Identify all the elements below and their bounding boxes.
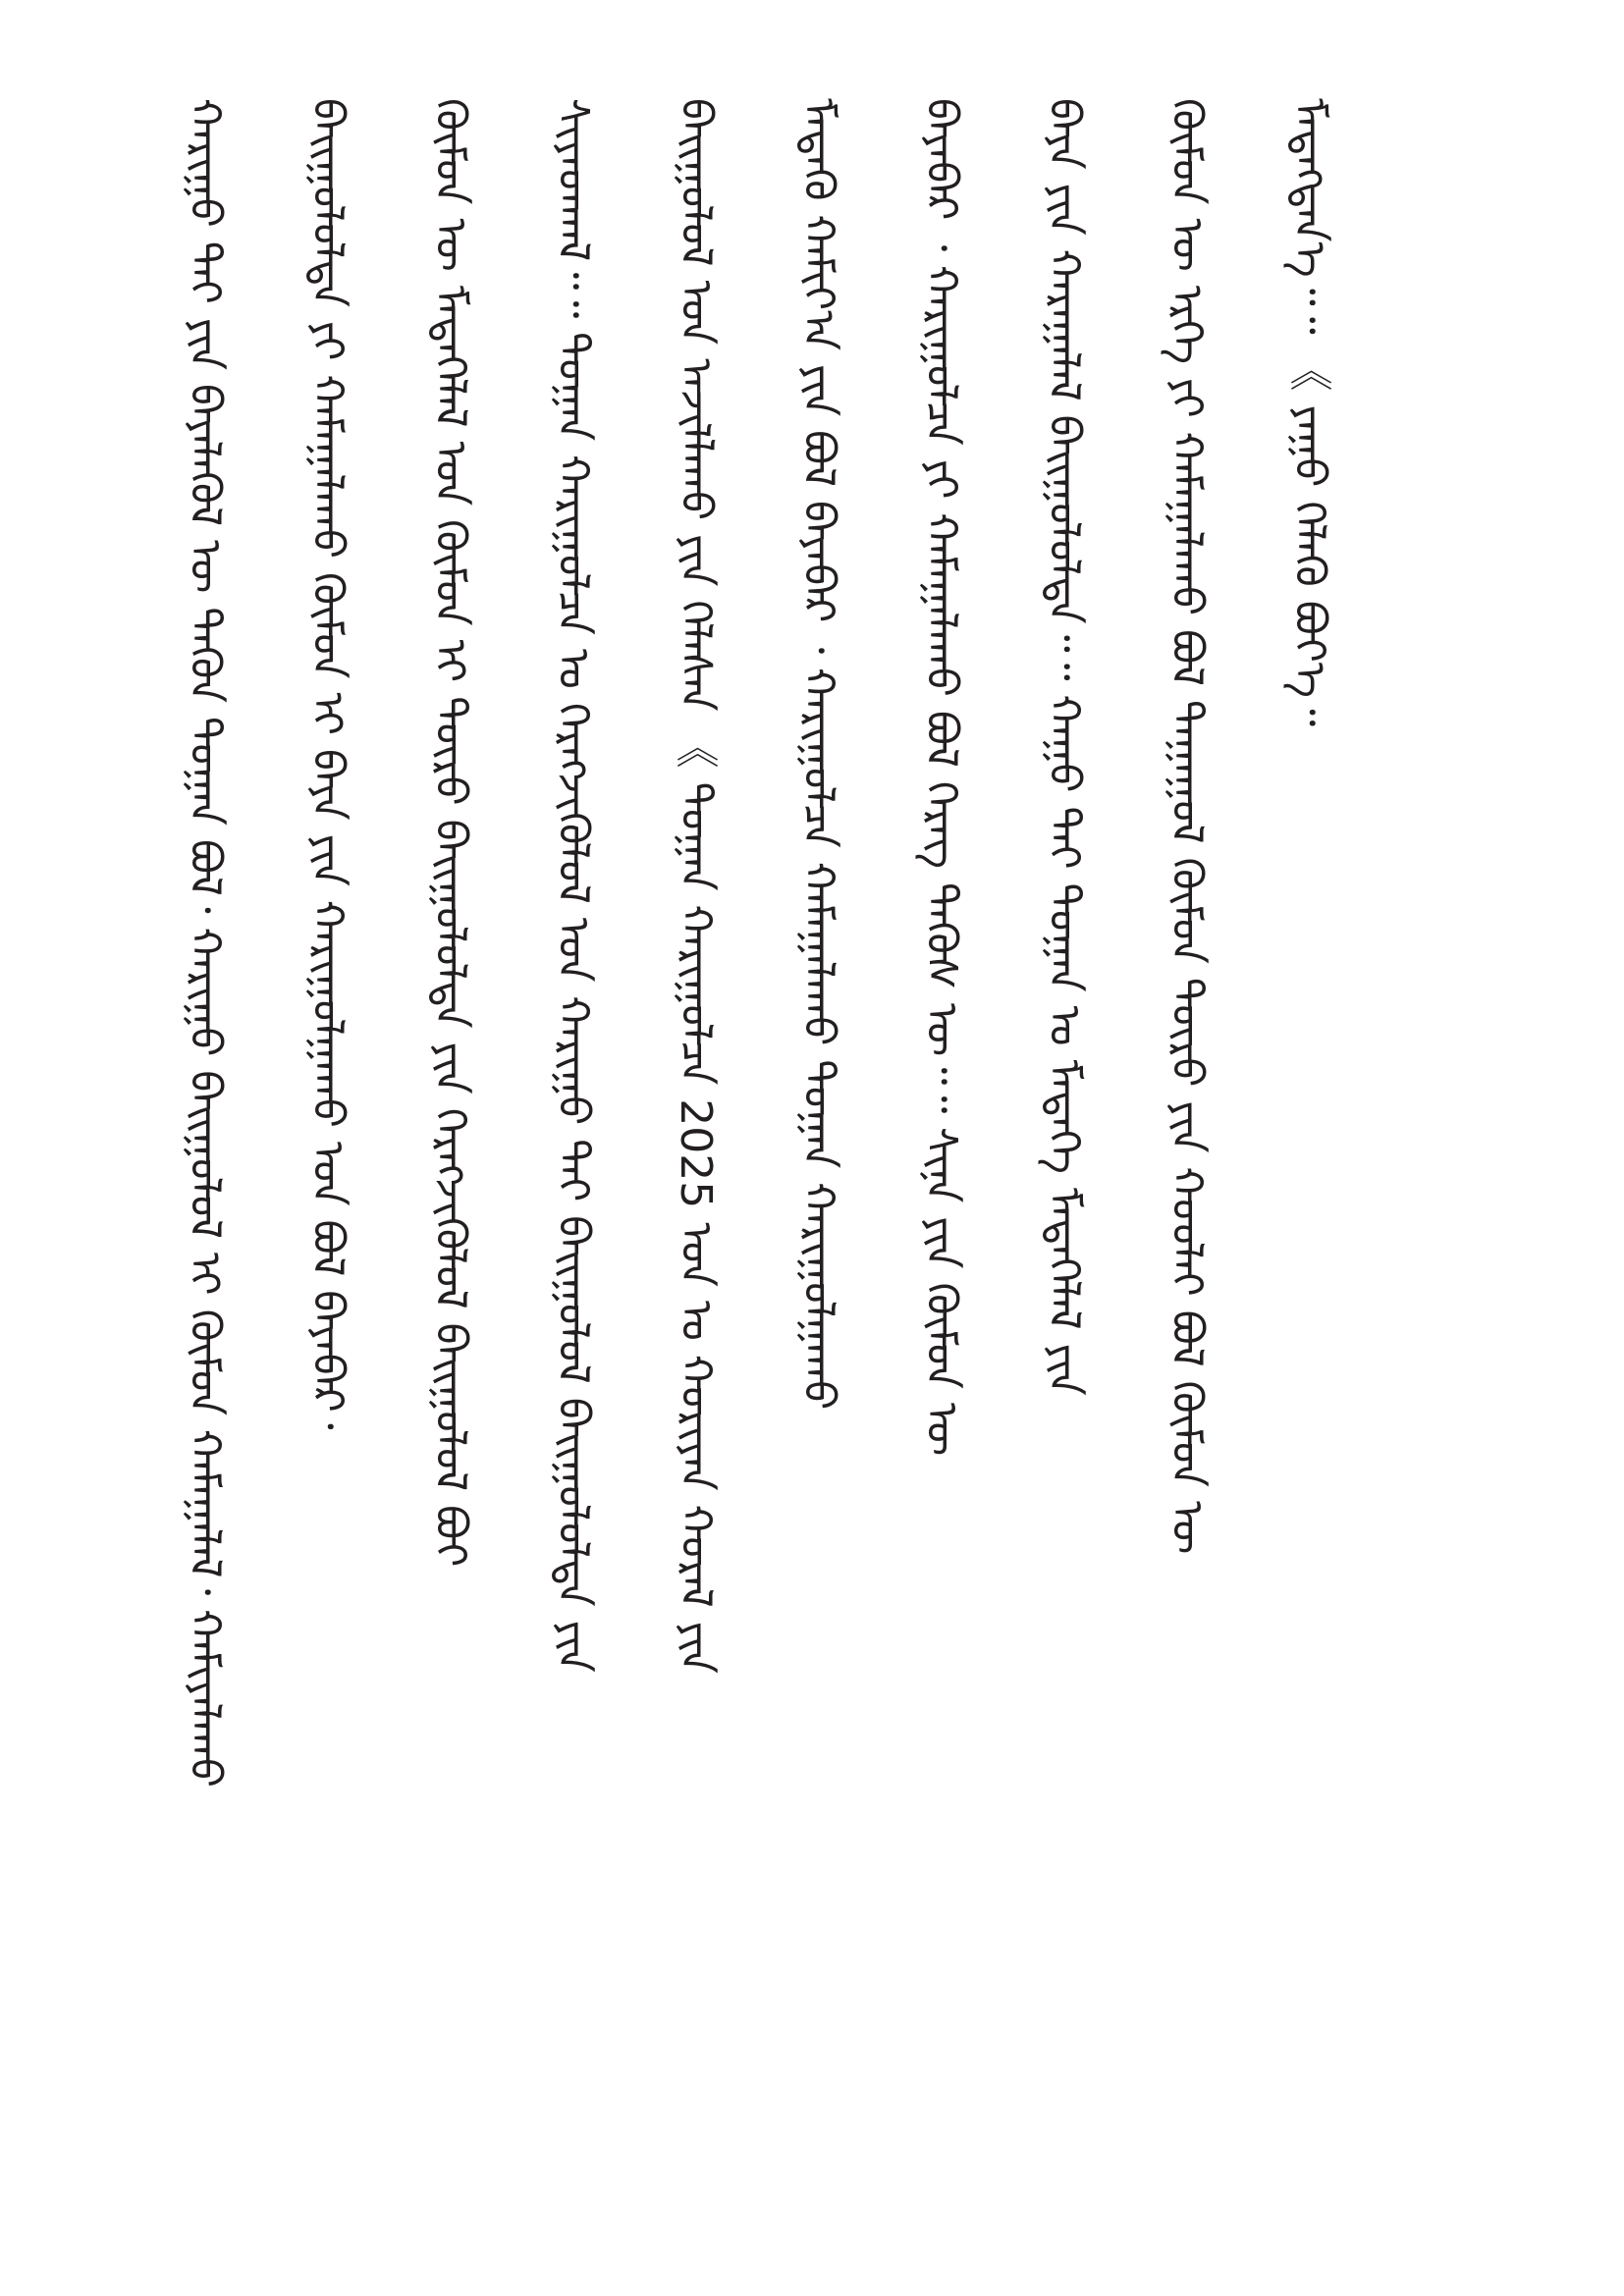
text-column-7: ᠰᠢᠶᠠᠳᠬᠠᠯ᠃᠃ ᠲᠤᠭᠠᠨ ᠬᠠᠷᠢᠭᠤᠯᠴᠠ ᠤ ᠬᠡᠷᠡᠭᠵᠢᠬᠦᠯᠦᠯ ᠤᠨ ᠬᠠᠷᠢᠭᠤ ᠲᠡᠢ ᠪᠠᠢᠭᠤᠯᠤᠯ ᠪᠠᠢᠭᠤᠯᠤᠯᠲᠠ ᠶᠢᠨ (548, 98, 598, 1673)
text-column-2: ᠬᠦᠮᠦᠨ ᠦ ᠡᠷᠬᠡ ᠶᠢ ᠬᠠᠮᠠᠭᠠᠯᠠᠬᠤ ᠪᠤᠯ ᠳᠠᠭᠠᠭᠤᠯ ᠬᠦᠮᠦᠨ ᠲᠦᠷᠦ ᠶᠢᠨ ᠬᠤᠤᠯᠠᠢ ᠪᠤᠯ ᠬᠦᠮᠦᠨ ᠦ (1162, 98, 1212, 1555)
text-column-10: ᠬᠠᠷᠢᠭᠤ ᠲᠠᠢ ᠶᠢᠨ ᠪᠡᠶᠡᠯᠡᠬᠦᠯ ᠦ ᠲᠡᠭᠦᠨ ᠲᠤᠭᠠᠨ ᠪᠤᠯ᠂ ᠬᠠᠷᠢᠭᠤ ᠪᠠᠢᠭᠤᠯᠤᠯ ᠢ ᠬᠦᠮᠦᠨ ᠬᠠᠮᠠᠭᠠᠯᠠᠯ᠂ ᠬᠠᠮᠢᠶᠠᠯᠠᠬᠤ (180, 98, 230, 1789)
text-column-4: ᠪᠡᠶᠡᠪᠡᠷ ᠂ ᠬᠠᠷᠢᠭᠤᠯᠴᠠ ᠶᠢ ᠬᠠᠮᠠᠭᠠᠯᠠᠬᠤ ᠪᠤᠯ ᠬᠡᠷᠡᠭ ᠲᠡᠭᠦᠰ ᠦ᠃᠃ ᠰᠢᠨᠡ ᠶᠢᠨ ᠬᠦᠮᠦᠨ ᠦ (916, 98, 966, 1457)
text-column-6: ᠪᠠᠢᠭᠤᠯᠤᠯ ᠤᠨ ᠠᠵᠢᠯᠯᠠᠬᠤ ᠶᠢᠨ ᠬᠡᠯᠡᠰᠡᠨ 《 ᠲᠤᠭᠠᠨ ᠬᠠᠷᠢᠭᠤᠯᠴᠠ 2025 ᠣᠨ ᠤ ᠬᠤᠷᠢᠶᠠᠨ ᠬᠤᠷᠠᠯ ᠶᠢᠨ (671, 98, 721, 1674)
text-column-3: ᠪᠡᠶᠡ ᠶᠢᠨ ᠬᠠᠷᠠᠭᠠᠯᠠᠯ ᠪᠠᠢᠭᠤᠯᠤᠯᠲᠠ᠃᠃ ᠬᠠᠭᠤ ᠲᠠᠢ ᠲᠤᠭᠠᠨ ᠤ ᠮᠡᠳᠡᠭᠡ ᠮᠡᠳᠡᠭᠡᠯᠡᠯ ᠶᠢᠨ (1039, 98, 1089, 1396)
text-column-9: ᠪᠠᠢᠭᠤᠯᠤᠯᠲᠠ ᠶᠢ ᠬᠠᠮᠠᠭᠠᠯᠠᠬᠤ ᠬᠦᠮᠦᠨ ᠢ ᠪᠡᠶᠡ ᠶᠢᠨ ᠬᠠᠷᠢᠭᠤᠯᠭᠠᠬᠤ ᠤᠨ ᠪᠤᠯ ᠪᠡᠶᠡᠪᠡᠷ᠂ (302, 98, 352, 1430)
text-column-1: ᠮᠡᠳᠡᠭᠳᠡᠨ᠎ᠡ᠃᠃ 《 ᠶᠠᠭᠤ ᠬᠡᠯᠡᠬᠦ ᠪᠤᠢ᠎ᠡ᠃ (1284, 98, 1334, 727)
text-column-5: ᠮᠡᠳᠡᠬᠦ ᠬᠠᠮᠢᠶ᠎ᠠ ᠶᠢᠨ ᠪᠤᠯ ᠪᠡᠶᠡᠪᠡᠷ ᠂ ᠬᠠᠷᠢᠭᠤᠯᠴᠠ ᠬᠠᠮᠠᠭᠠᠯᠠᠬᠤ ᠲᠤᠭᠠᠨ ᠬᠠᠷᠢᠭᠤᠯᠭᠠᠬᠤ (793, 98, 843, 1411)
text-column-8: ᠬᠦᠮᠦᠨ ᠦ ᠮᠡᠳᠡᠭᠡᠯᠡᠯ ᠤᠨ ᠬᠦᠮᠦᠨ ᠢ ᠲᠦᠷᠦ ᠪᠠᠢᠭᠤᠯᠤᠯᠲᠠ ᠶᠢᠨ ᠬᠡᠷᠡᠭᠵᠢᠬᠦᠯᠦᠯ ᠪᠠᠢᠭᠤᠯᠤᠯ ᠪᠤᠢ (425, 98, 475, 1568)
